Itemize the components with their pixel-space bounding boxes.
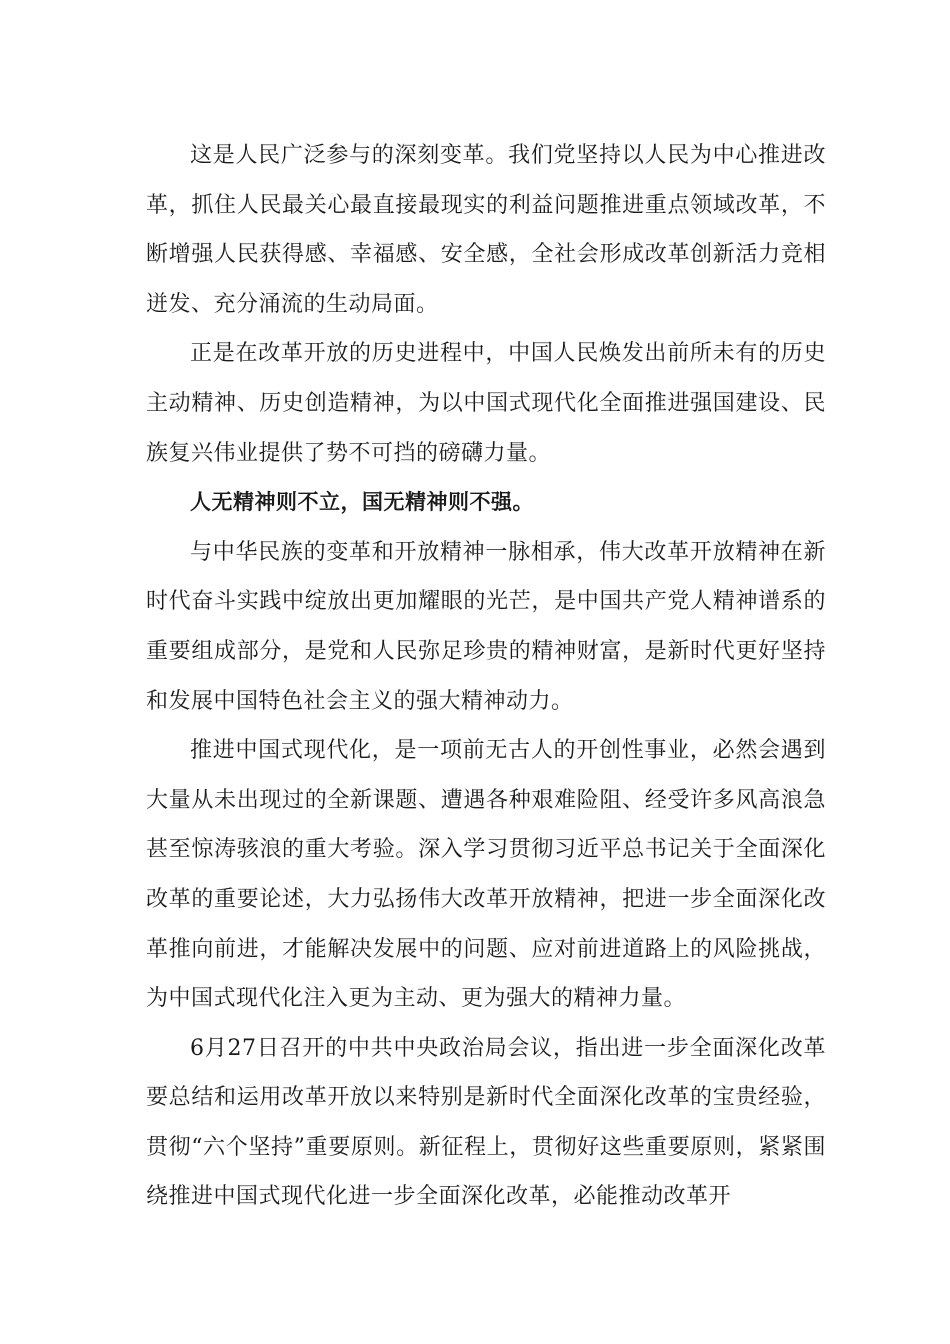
paragraph-6: 6月27日召开的中共中央政治局会议，指出进一步全面深化改革要总结和运用改革开放以来特别是新时代全面深化改革的宝贵经验， 贯彻“六个坚持”重要原则。新征程上，贯彻好这些重要原则，紧紧围绕推进中国式现代化进一步全面深化改革，必能推动改革开	[146, 1035, 834, 1210]
document-body	[146, 131, 834, 1222]
paragraph-5: 推进中国式现代化，是一项前无古人的开创性事业，必然会遇到大量从未出现过的全新课题、遭遇各种艰难险阻、经受许多风高浪急甚至惊涛骇浪的重大考验。深入学习贯彻习近平总书记关于全面深化改革的重要论述，大力弘扬伟大改革开放精神，把进一步全面深化改革推向前进，才能解决发展中的问题、应对前进道路上的风险挑战， 为中国式现代化注入更为主动、更为强大的精神力量。	[146, 738, 834, 1012]
bold-heading-paragraph: 人无精神则不立，国无精神则不强。	[190, 490, 534, 515]
paragraph-1: 这是人民广泛参与的深刻变革。我们党坚持以人民为中心推进改革，抓住人民最关心最直接最现实的利益问题推进重点领域改革，不断增强人民获得感、幸福感、安全感，全社会形成改革创新活力竞相迸发、充分涌流的生动局面。	[146, 143, 826, 317]
paragraph-4: 与中华民族的变革和开放精神一脉相承，伟大改革开放精神在新时代奋斗实践中绽放出更加耀眼的光芒，是中国共产党人精神谱系的重要组成部分，是党和人民弥足珍贵的精神财富，是新时代更好坚持和发展中国特色社会主义的强大精神动力。	[146, 539, 826, 714]
paragraph-2: 正是在改革开放的历史进程中，中国人民焕发出前所未有的历史主动精神、历史创造精神，为以中国式现代化全面推进强国建设、民族复兴伟业提供了势不可挡的磅礴力量。	[146, 341, 826, 466]
